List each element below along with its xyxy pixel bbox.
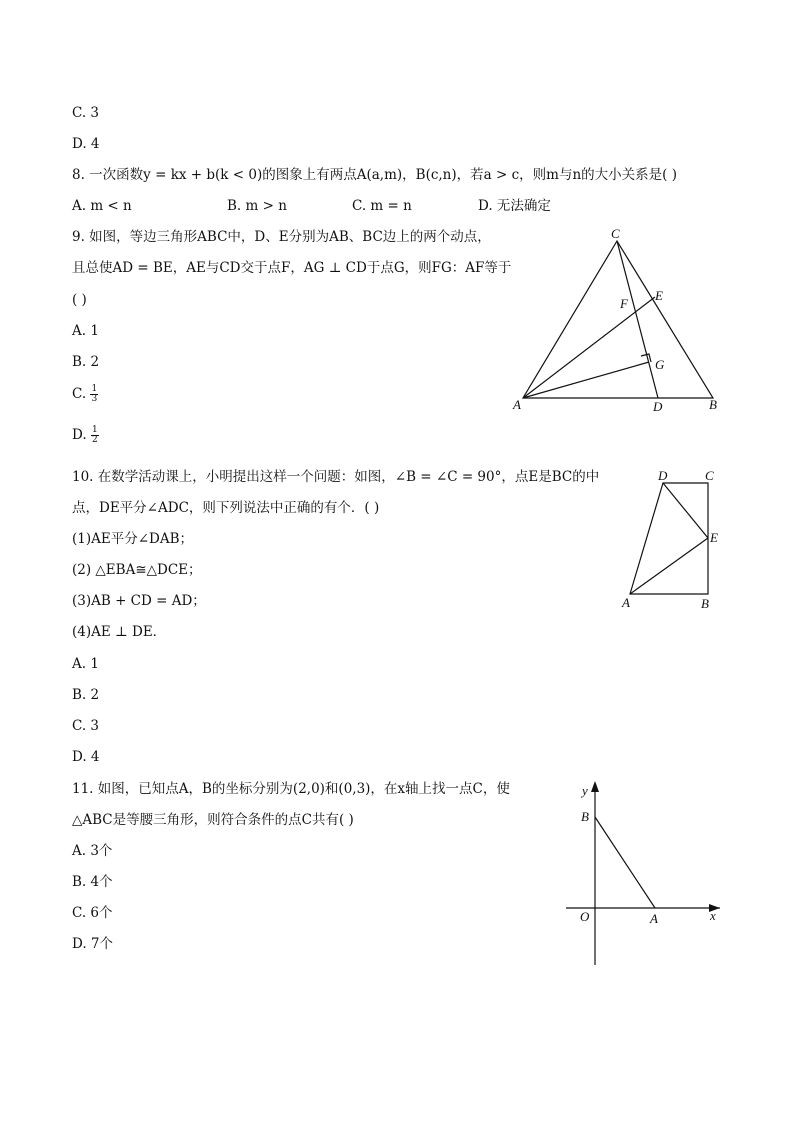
q11-option-d: D. 7个: [72, 936, 114, 952]
q11-label-b: B: [581, 809, 589, 824]
q8-option-d: D. 无法确定: [478, 198, 551, 214]
q10-segment-de: [663, 483, 708, 538]
q10-trapezoid-figure: [615, 465, 730, 615]
q11-coordinate-figure: [560, 775, 730, 970]
q8-stem: 8. 一次函数y = kx + b(k < 0)的图象上有两点A(a,m)，B(c,n)，若a > c，则m与n的大小关系是( ): [72, 167, 677, 183]
q9-option-d: [72, 426, 99, 445]
q10-stem-line1: 10. 在数学活动课上，小明提出这样一个问题：如图，∠B = ∠C = 90°，点E是BC的中: [72, 469, 600, 485]
q10-label-d: D: [658, 468, 668, 483]
q9-option-c: [72, 385, 98, 404]
q11-label-a: A: [650, 911, 658, 926]
q10-option-b: B. 2: [72, 687, 100, 703]
q10-segment-ae: [630, 538, 708, 594]
q10-option-c: C. 3: [72, 718, 100, 734]
q11-label-o: O: [580, 909, 590, 924]
q11-y-axis-arrow: [591, 781, 599, 792]
q11-option-a: A. 3个: [72, 843, 113, 859]
q10-label-a: A: [622, 595, 630, 610]
q10-label-e: E: [710, 530, 718, 545]
q9-triangle-abc: [523, 241, 713, 398]
q10-option-d: D. 4: [72, 749, 100, 765]
q10-stem-line2: 点，DE平分∠ADC，则下列说法中正确的有个．( ): [72, 500, 380, 516]
q10-label-b: B: [701, 596, 709, 611]
q7-option-d: D. 4: [72, 136, 100, 152]
q8-option-c: C. m = n: [352, 198, 412, 214]
q10-statement-3: (3)AB + CD = AD；: [72, 593, 206, 609]
q9-option-c-denominator: 3: [91, 394, 98, 404]
q9-option-c-prefix: C.: [72, 386, 87, 402]
q9-option-b: B. 2: [72, 354, 100, 370]
q10-statement-4: (4)AE ⊥ DE．: [72, 624, 167, 640]
q9-label-g: G: [655, 357, 665, 372]
q9-label-d: D: [653, 399, 663, 414]
q8-option-a: A. m < n: [72, 198, 132, 214]
q9-option-d-fraction: [91, 426, 99, 445]
q9-label-c: C: [611, 226, 620, 241]
q9-label-e: E: [655, 288, 663, 303]
q11-label-y: y: [582, 783, 588, 798]
q9-stem-line2: 且总使AD = BE，AE与CD交于点F，AG ⊥ CD于点G，则FG：AF等于: [72, 260, 512, 276]
q9-label-f: F: [620, 296, 628, 311]
q9-option-c-numerator: 1: [91, 384, 98, 394]
q10-label-c: C: [705, 468, 714, 483]
q7-option-c: C. 3: [72, 105, 100, 121]
q10-statement-2: (2) △EBA≅△DCE；: [72, 562, 202, 578]
q9-option-d-numerator: 1: [91, 425, 98, 435]
q10-statement-1: (1)AE平分∠DAB；: [72, 531, 194, 547]
q9-label-b: B: [709, 397, 717, 412]
q9-option-a: A. 1: [72, 323, 99, 339]
q11-option-c: C. 6个: [72, 905, 113, 921]
q9-label-a: A: [513, 397, 521, 412]
q11-label-x: x: [710, 908, 716, 923]
q9-triangle-figure: [505, 225, 735, 425]
q9-option-d-prefix: D.: [72, 427, 87, 443]
q11-stem-line1: 11. 如图，已知点A，B的坐标分别为(2,0)和(0,3)，在x轴上找一点C，使: [72, 781, 510, 797]
q11-stem-line2: △ABC是等腰三角形，则符合条件的点C共有( ): [72, 812, 354, 828]
q9-stem-line3: ( ): [72, 292, 87, 308]
q9-segment-ae: [523, 297, 655, 398]
q8-option-b: B. m > n: [227, 198, 287, 214]
q10-quadrilateral-abcd: [630, 483, 708, 594]
q9-option-c-fraction: [90, 385, 98, 404]
q10-option-a: A. 1: [72, 656, 99, 672]
q9-right-angle-mark: [641, 354, 651, 362]
q9-stem-line1: 9. 如图，等边三角形ABC中，D、E分别为AB、BC边上的两个动点，: [72, 229, 491, 245]
q9-segment-cd: [617, 241, 658, 398]
q11-segment-ab: [595, 817, 655, 908]
q9-option-d-denominator: 2: [91, 435, 98, 445]
q11-option-b: B. 4个: [72, 874, 113, 890]
